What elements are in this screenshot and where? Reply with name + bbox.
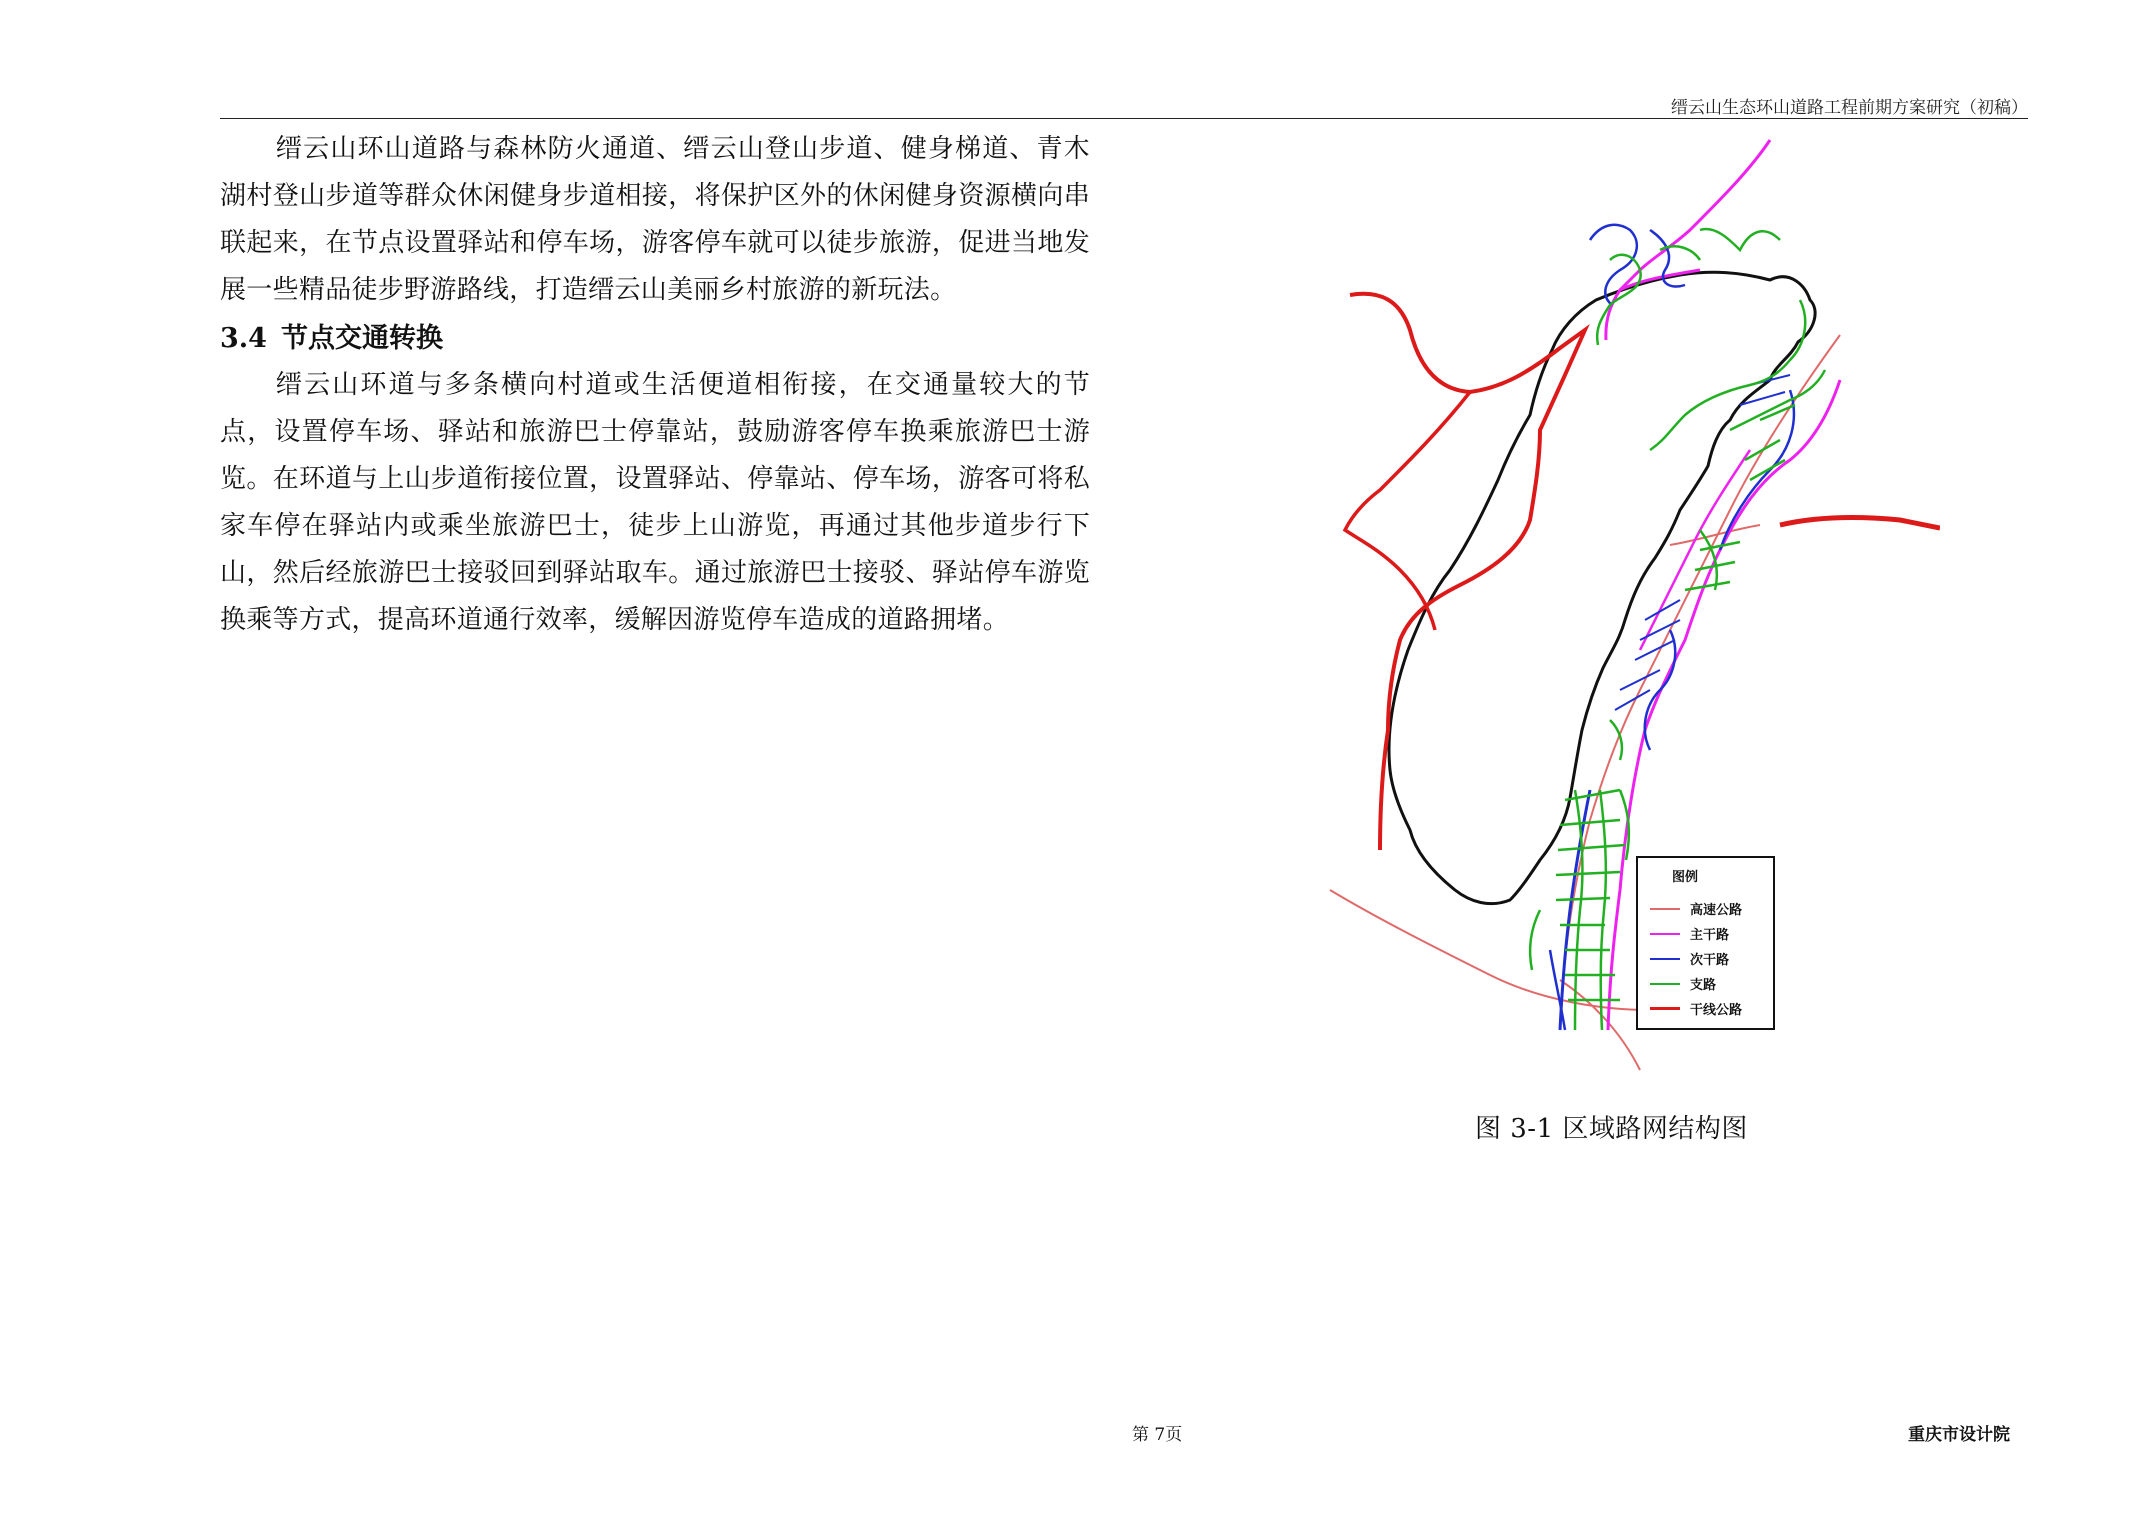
main-arterial <box>1640 450 1750 650</box>
section-title: 节点交通转换 <box>280 323 443 354</box>
legend-item <box>1650 971 1742 996</box>
map-legend <box>1636 856 1775 1030</box>
local-road <box>1660 246 1700 260</box>
legend-title: 图例 <box>1672 870 1699 885</box>
legend-items <box>1650 896 1742 1021</box>
legend-item <box>1650 996 1742 1021</box>
local-road <box>1700 229 1780 250</box>
section-heading <box>220 316 443 355</box>
legend-swatch <box>1650 908 1680 910</box>
header-rule <box>220 118 2028 119</box>
trunk-road <box>1780 518 1940 528</box>
figure-caption: 图 3-1 区域路网结构图 <box>1475 1114 1748 1144</box>
section-number: 3.4 <box>220 323 267 354</box>
header-title: 缙云山生态环山道路工程前期方案研究（初稿） <box>1671 98 2028 118</box>
legend-swatch <box>1650 958 1680 960</box>
legend-item <box>1650 946 1742 971</box>
paragraph-2: 缙云山环道与多条横向村道或生活便道相衔接，在交通量较大的节点，设置停车场、驿站和旅游巴士停靠站，鼓励游客停车换乘旅游巴士游览。在环道与上山步道衔接位置，设置驿站、停靠站、停车场，游客可将私家车停在驿站内或乘坐旅游巴士，徒步上山游览，再通过其他步道步行下山，然后经旅游巴士接驳回到驿站取车。通过旅游巴士接驳、驿站停车游览换乘等方式，提高环道通行效率，缓解因游览停车造成的道路拥堵。 <box>220 370 1090 635</box>
local-road <box>1650 300 1805 450</box>
trunk-road <box>1350 294 1585 850</box>
trunk-road <box>1345 392 1470 630</box>
legend-swatch <box>1650 983 1680 985</box>
legend-label: 主干路 <box>1690 928 1730 943</box>
road-network-map <box>1320 130 1940 1080</box>
organization-name: 重庆市设计院 <box>1908 1425 2010 1445</box>
road-network-svg <box>1320 130 1940 1080</box>
legend-item <box>1650 896 1742 921</box>
legend-label: 干线公路 <box>1690 1003 1743 1018</box>
legend-swatch <box>1650 1007 1680 1010</box>
legend-label: 高速公路 <box>1690 903 1743 918</box>
secondary-grid <box>1615 375 1790 710</box>
local-road <box>1597 255 1641 345</box>
legend-item <box>1650 921 1742 946</box>
legend-label: 支路 <box>1690 978 1717 993</box>
legend-swatch <box>1650 933 1680 935</box>
page-number: 第 7页 <box>1132 1425 1183 1445</box>
paragraph-1: 缙云山环山道路与森林防火通道、缙云山登山步道、健身梯道、青木湖村登山步道等群众休闲健身步道相接，将保护区外的休闲健身资源横向串联起来，在节点设置驿站和停车场，游客停车就可以徒步旅游，促进当地发展一些精品徒步野游路线，打造缙云山美丽乡村旅游的新玩法。 <box>220 134 1090 305</box>
legend-label: 次干路 <box>1690 953 1730 968</box>
